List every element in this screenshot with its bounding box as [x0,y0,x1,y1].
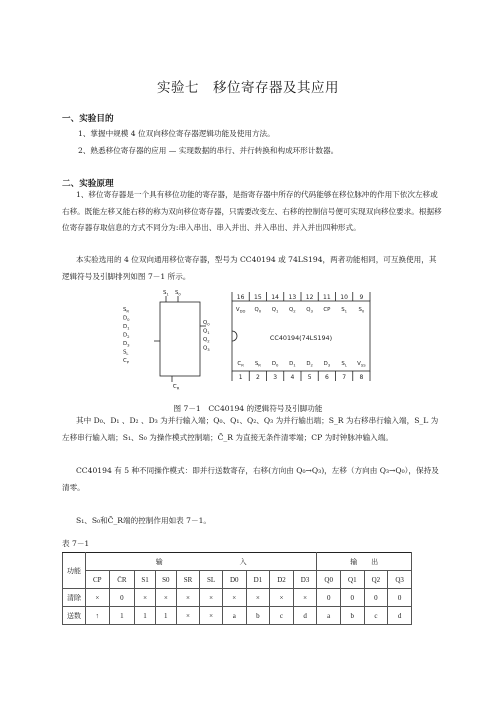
row-function-name: 清除 [63,589,86,607]
table-cell: c [270,607,294,625]
column-header: C̄R [109,571,135,589]
column-header: Q1 [341,571,365,589]
pin-number-12: 12 [305,294,314,301]
section-heading-principle: 二、实验原理 [62,179,114,189]
input-group-header: 输 入 [86,553,317,571]
pin-name-6: $D_3$ [323,361,331,368]
pin-name-1: $C_R$ [237,361,244,368]
output-group-header: 输 出 [317,553,412,571]
table-cell: × [222,589,246,607]
table-cell: d [293,607,317,625]
symbol-input-cp: $C_P$ [123,358,130,365]
pin-number-16: 16 [236,294,245,301]
pin-number-6: 6 [324,374,329,381]
col-function-header: 功能 [63,553,86,589]
symbol-input-sl: $S_L$ [123,349,129,356]
symbol-clear-input: $C_R$ [173,384,180,391]
table-cell: × [135,589,156,607]
column-header: Q2 [364,571,388,589]
table-cell: × [293,589,317,607]
table-cell: d [388,607,412,625]
figure-7-1 [120,286,380,392]
table-cell: × [176,607,200,625]
column-header: CP [86,571,110,589]
table-cell: a [317,607,341,625]
table-cell: 0 [341,589,365,607]
pin-number-10: 10 [340,294,348,301]
table-cell: b [246,607,270,625]
row-function-name: 送数 [63,607,86,625]
pin-name-13: $Q_2$ [289,307,296,314]
table-cell: × [155,589,176,607]
purpose-item-2: 2、熟悉移位寄存器的应用 — 实现数据的串行、并行转换和构成环形计数器。 [78,146,339,155]
table-cell: c [364,607,388,625]
symbol-output-q2: $Q_2$ [203,337,210,344]
pin-name-8: $V_{SS}$ [357,361,366,368]
table-intro: S₁、S₀和C̄_R端的控制作用如表 7－1。 [76,516,212,525]
pin-number-15: 15 [254,294,262,301]
pin-name-11: CP [323,307,331,313]
column-header: Q3 [388,571,412,589]
table-cell: × [86,589,110,607]
pin-name-15: $Q_0$ [254,307,262,314]
pin-number-2: 2 [255,374,260,381]
symbol-input-d1: $D_1$ [123,324,130,331]
symbol-input-d3: $D_3$ [123,341,130,348]
table-cell: 1 [155,607,176,625]
pin-number-11: 11 [323,294,331,301]
pin-name-4: $D_1$ [289,361,296,368]
symbol-input-d0: $D_0$ [123,315,130,322]
section-heading-purpose: 一、实验目的 [62,114,114,124]
table-row [63,607,412,625]
table-cell: 0 [388,589,412,607]
column-header: SL [200,571,223,589]
table-cell: × [270,589,294,607]
chip-label: CC40194(74LS194) [269,334,333,342]
table-row [63,589,412,607]
column-header: D0 [222,571,246,589]
pin-name-2: $S_R$ [254,361,261,368]
pin-number-8: 8 [359,374,364,381]
pin-description: 其中 D₀、D₁ 、D₂ 、D₃ 为并行输入端；Q₀、Q₁、Q₂、Q₃ 为并行输出端；S_R 为右移串行输入端，S_L 为左移串行输入端；S₁、S₀ 为操作模式控制端；C̄_R 为直接无条件清零端；CP 为时钟脉冲输入端。 [62,416,439,442]
table-cell: × [176,589,200,607]
table-cell: 0 [364,589,388,607]
logic-symbol [154,296,206,382]
symbol-input-sr: $S_R$ [123,307,130,314]
pin-name-12: $Q_3$ [306,307,313,314]
table-cell: b [341,607,365,625]
symbol-output-q1: $Q_1$ [203,328,210,335]
figure-caption: 图 7－1 CC40194 的逻辑符号及引脚功能 [173,404,323,413]
column-header: S1 [135,571,156,589]
pin-number-13: 13 [288,294,297,301]
column-header: D1 [246,571,270,589]
pin-number-3: 3 [273,374,278,381]
symbol-output-q0: $Q_0$ [203,320,210,327]
pin-number-7: 7 [342,374,347,381]
column-header: Q0 [317,571,341,589]
pin-number-9: 9 [359,294,364,301]
symbol-input-s0: $S_0$ [175,290,181,297]
symbol-output-q3: $Q_3$ [203,345,210,352]
page-title: 实验七 移位寄存器及其应用 [157,80,339,96]
pin-number-5: 5 [307,374,312,381]
column-header: D3 [293,571,317,589]
pin-number-4: 4 [290,374,295,381]
principle-paragraph-1: 1、移位寄存器是一个具有移位功能的寄存器，是指寄存器中所存的代码能够在移位脉冲的作用下依次左移或右移。既能左移又能右移的称为双向移位寄存器，只需要改变左、右移的控制信号便可实现双向移位要求。根据移位寄存器存取信息的方式不同分为:串入串出、串入并出、并入串出、并入并出四种形式。 [62,190,442,232]
principle-paragraph-2: 本实验选用的 4 位双向通用移位寄存器，型号为 CC40194 或 74LS194，两者功能相同，可互换使用，其逻辑符号及引脚排列如图 7－1 所示。 [62,255,437,281]
symbol-input-s1: $S_1$ [163,290,169,297]
table-cell: × [200,607,223,625]
pin-name-3: $D_0$ [271,361,279,368]
pin-name-14: $Q_1$ [271,307,279,314]
table-cell: × [246,589,270,607]
table-cell: 0 [109,589,135,607]
pin-name-7: $S_L$ [341,361,347,368]
table-cell: a [222,607,246,625]
pin-name-16: $V_{DD}$ [235,307,246,314]
purpose-item-1: 1、掌握中规模 4 位双向移位寄存器逻辑功能及使用方法。 [78,129,275,138]
table-cell: × [200,589,223,607]
column-header: D2 [270,571,294,589]
control-table [62,552,412,625]
column-header: SR [176,571,200,589]
pin-name-10: $S_1$ [341,307,348,314]
pin-number-14: 14 [271,294,279,301]
table-cell: 1 [109,607,135,625]
pin-name-5: $D_2$ [306,361,313,368]
table-cell: ↑ [86,607,110,625]
pin-name-9: $S_0$ [358,307,365,314]
mode-description: CC40194 有 5 种不同操作模式：即并行送数寄存，右移(方向由 Q₀→Q₃)，左移（方向由 Q₃→Q₀），保持及清零。 [62,466,439,492]
table-cell: 1 [135,607,156,625]
pin-number-1: 1 [238,374,243,381]
column-header: S0 [155,571,176,589]
table-cell: 0 [317,589,341,607]
table-caption: 表 7－1 [62,539,90,548]
symbol-input-d2: $D_2$ [123,332,130,339]
